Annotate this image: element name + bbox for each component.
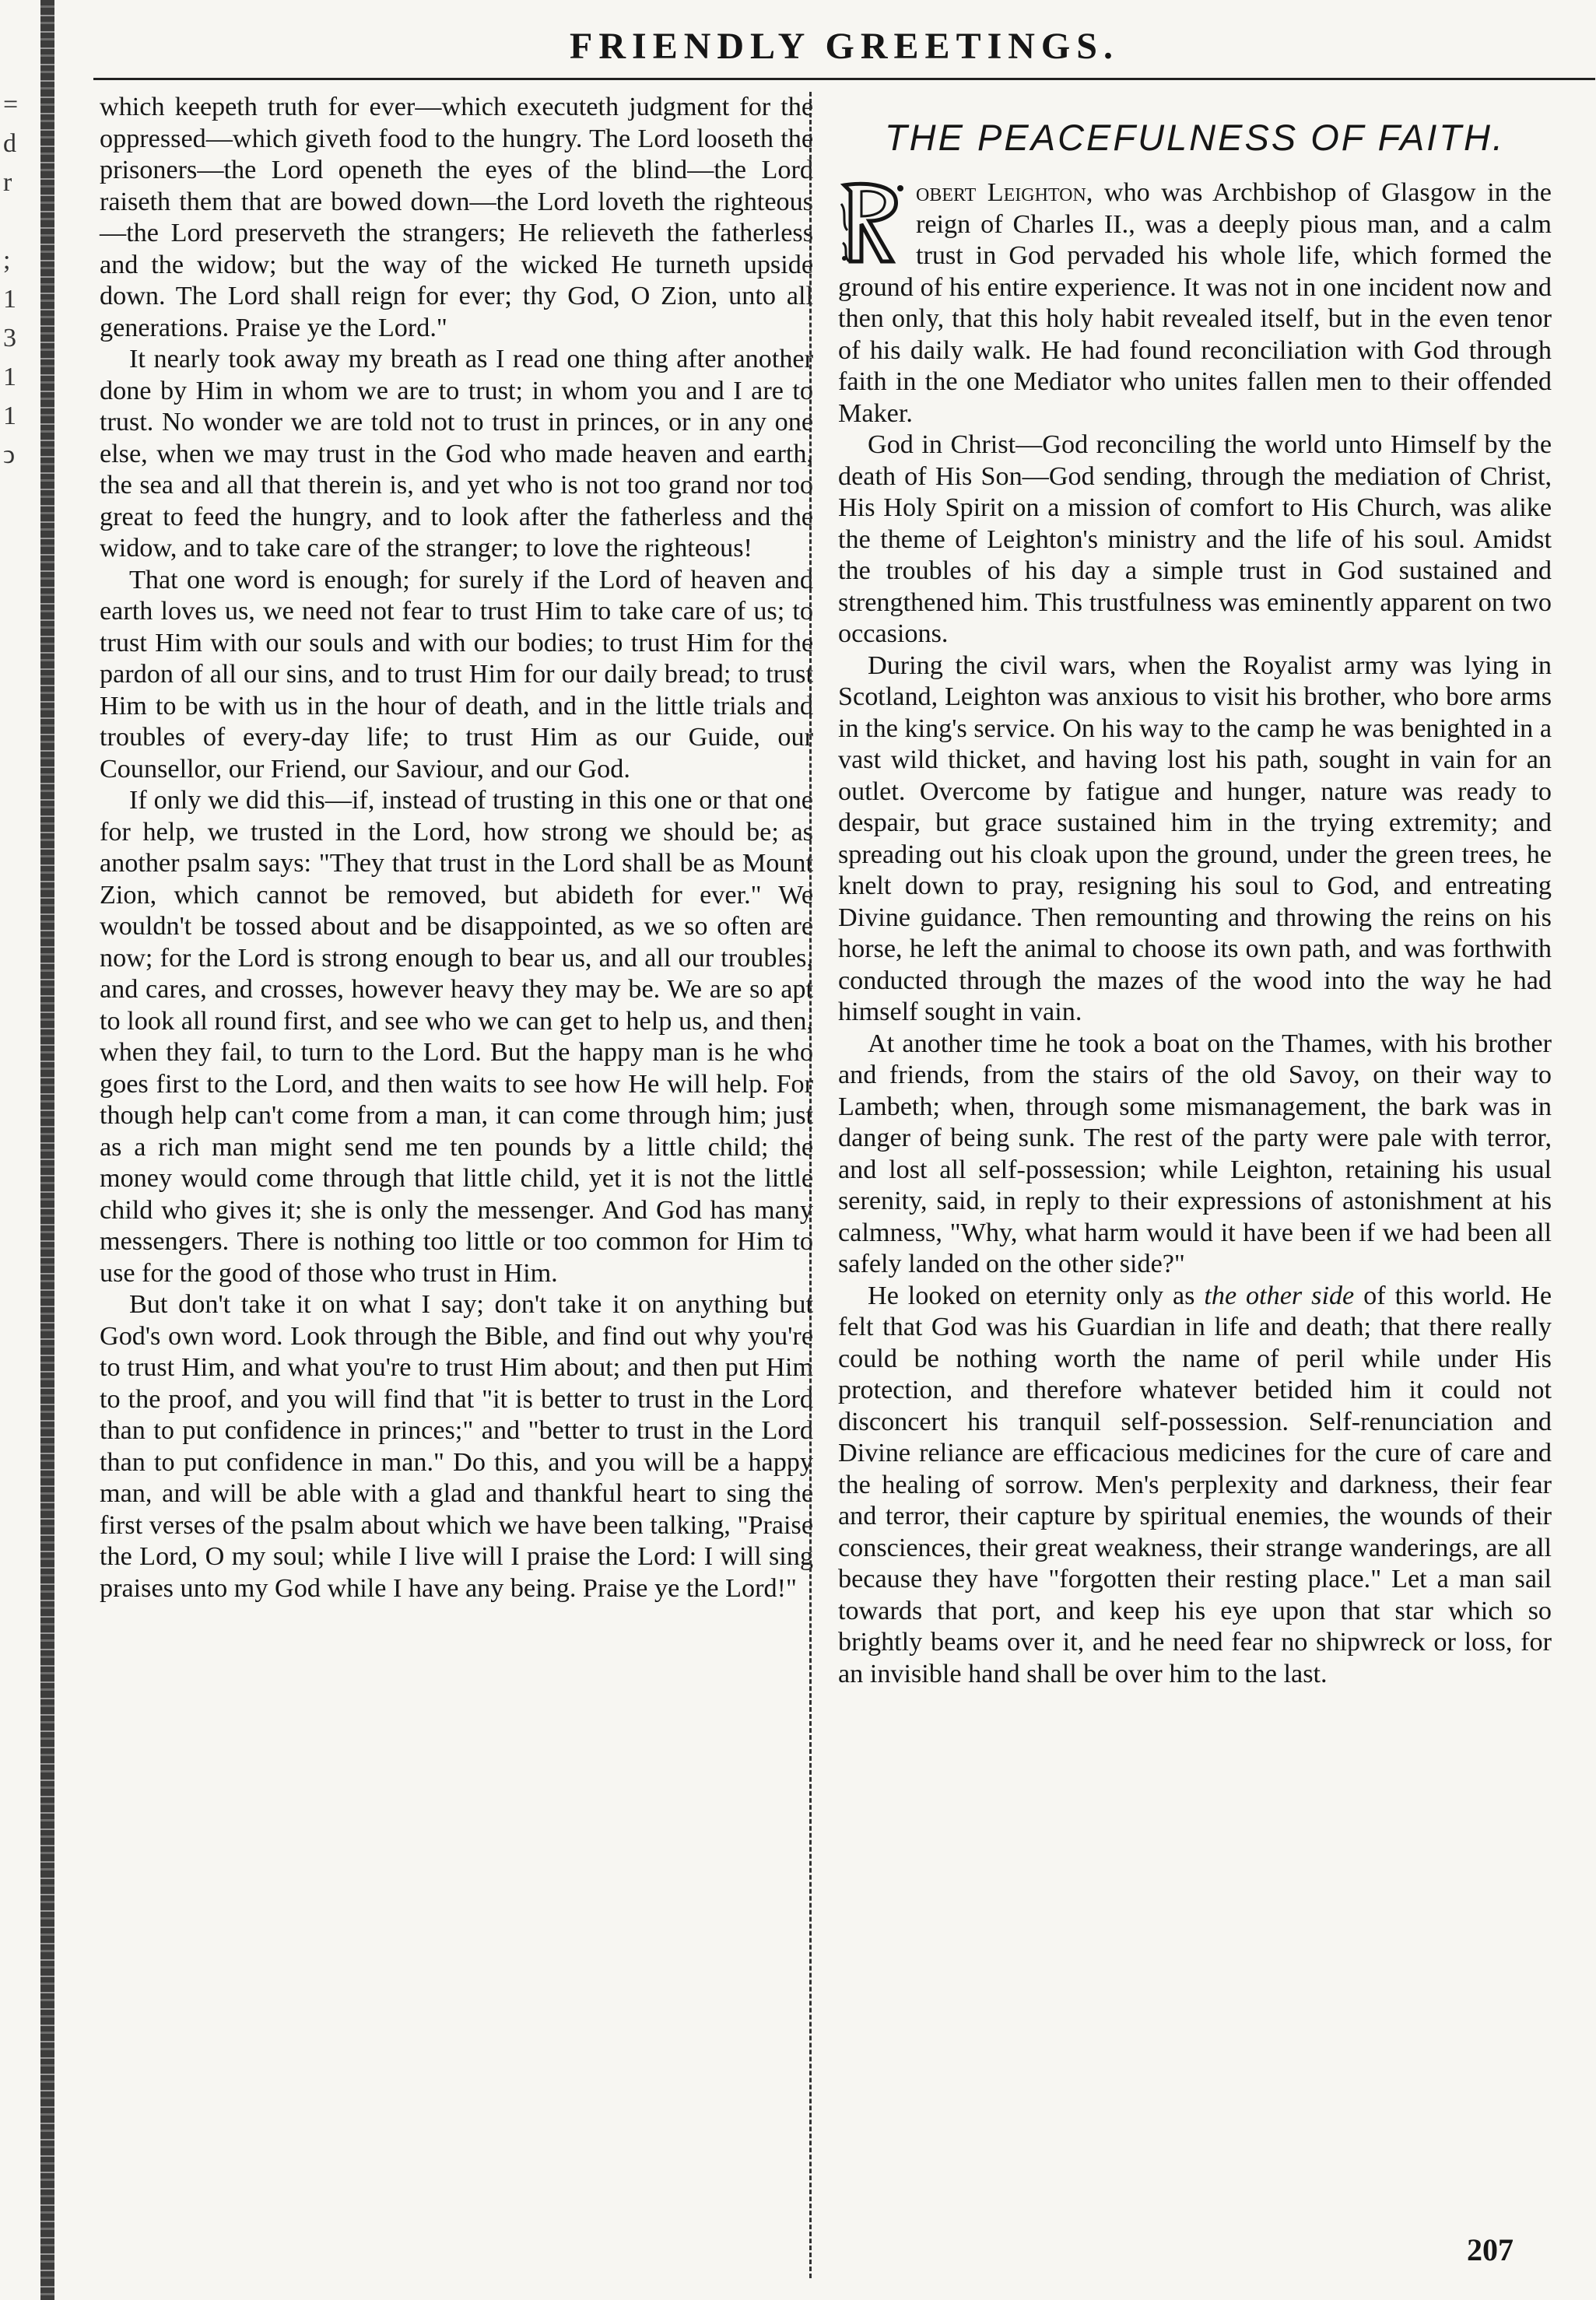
margin-char: r [3,168,12,197]
margin-char: = [3,90,19,119]
margin-fragments [3,86,26,475]
right-column [838,92,1552,1690]
article-title: THE PEACEFULNESS OF FAITH. [884,117,1506,158]
paragraph: It nearly took away my breath as I read one thing after another done by Him in whom we are to trust; in whom you and I are to trust. No wonder we are told not to trust in princes, or in any one else, when we may trust in the God who made heaven and earth, the sea and all that therein is, and yet who is not too grand nor too great to feed the hungry, and to look after the fatherless and the widow, and to take care of the stranger; to love the righteous! [100,345,813,563]
margin-char: d [3,129,16,158]
margin-char: 1 [3,285,16,314]
lead-paragraph [838,177,1552,429]
emphasis: the other side [1204,1281,1355,1310]
margin-char: 1 [3,363,16,391]
margin-char: ; [3,246,11,275]
paragraph: If only we did this—if, instead of trusting in this one or that one for help, we trusted in the Lord, how strong we should be; as another psalm says: "They that trust in the Lord shall be as Mount Zion, which cannot be removed, but abideth for ever." We wouldn't be tossed about and be disappointed, as we so often are now; for the Lord is strong enough to bear us, and all our troubles, and cares, and crosses, however heavy they may be. We are so apt to look all round first, and see who we can get to help us, and then, when they fail, to turn to the Lord. But the happy man is he who goes first to the Lord, and then waits to see how He will help. For though help can't come from a man, it can come through him; just as a rich man might send me ten pounds by a little child; the money would come through that little child, yet it is not the little child who gives it; she is only the messenger. And God has many messengers. There is nothing too little or too common for Him to use for the good of those who trust in Him. [100,786,813,1288]
paragraph: God in Christ—God reconciling the world unto Himself by the death of His Son—God sending, through the mediation of Christ, His Holy Spirit on a mission of comfort to His Church, was alike the theme of Leighton's ministry and the life of his soul. Amidst the troubles of his day a simple trust in God sustained and strengthened him. This trustfulness was eminently apparent on two occasions. [838,430,1552,648]
paragraph: At another time he took a boat on the Thames, with his brother and friends, from the stairs of the old Savoy, on their way to Lambeth; when, through some mismanagement, the bark was in danger of being sunk. The rest of the party were pale with terror, and lost all self-possession; while Leighton, retaining his usual serenity, said, in reply to their expressions of astonishment at his calmness, "Why, what harm would it have been if we had been all safely landed on the other side?" [838,1029,1552,1278]
page-binding-edge [40,0,54,2300]
paragraph-final [838,1281,1552,1691]
ornamental-initial-r [838,181,907,268]
paragraph: But don't take it on what I say; don't take it on anything but God's own word. Look through the Bible, and find out why you're to trust Him, and what you're to trust Him about; and then put Him to the proof, and you will find that "it is better to trust in the Lord than to put confidence in princes;" and "better to trust in the Lord than to put confidence in man." Do this, and you will be a happy man, and will be able with a glad and thankful heart to sing the first verses of the psalm about which we have been talking, "Praise the Lord, O my soul; while I live will I praise the Lord: I will sing praises unto my God while I have any being. Praise ye the Lord!" [100,1290,813,1603]
paragraph: which keepeth truth for ever—which executeth judgment for the oppressed—which giveth food to the hungry. The Lord looseth the prisoners—the Lord openeth the eyes of the blind—the Lord raiseth them that are bowed down—the Lord loveth the righteous —the Lord preserveth the strangers; He relieveth the fatherless and the widow; but the way of the wicked He turneth upside down. The Lord shall reign for ever; thy God, O Zion, unto all generations. Praise ye the Lord." [100,93,813,342]
running-header [93,16,1595,80]
text-run: He looked on eternity only as [868,1281,1205,1310]
paragraph: During the civil wars, when the Royalist army was lying in Scotland, Leighton was anxious to visit his brother, who bore arms in the king's service. On his way to the camp he was benighted in a vast wild thicket, and having lost his path, sought in vain for an outlet. Overcome by fatigue and hunger, nature was ready to despair, but grace sustained him in the trying extremity; and spreading out his cloak upon the ground, under the green trees, he knelt down to pray, resigning his soul to God, and entreating Divine guidance. Then remounting and throwing the reins on his horse, he left the animal to choose its own path, and was forthwith conducted through the mazes of the wood into the way he had himself sought in vain. [838,650,1552,1026]
left-column [100,92,813,1604]
margin-char: 1 [3,401,16,430]
page-title: FRIENDLY GREETINGS. [570,26,1119,67]
column-divider [809,92,812,2278]
lead-name: obert Leighton, [916,178,1093,207]
margin-char: 3 [3,324,16,352]
margin-char [3,202,26,241]
text-run: of this world. He felt that God was his Guardian in life and death; that there really could be nothing worth the name of peril while under His protection, and therefore whatever betided him it could not disconcert his tranquil self-possession. Self-renunciation and Divine reliance are efficacious medicines for the cure of care and the healing of sorrow. Men's perplexity and darkness, their fear and terror, their capture by spiritual enemies, the wounds of their consciences, their great weakness, their strange wanderings, are all because they have "forgotten their resting place." Let a man sail towards that port, and keep his eye upon that star which so brightly beams over it, and he need fear no shipwreck or loss, for an invisible hand shall be over him to the last. [838,1281,1552,1688]
paragraph: That one word is enough; for surely if the Lord of heaven and earth loves us, we need not fear to trust Him to take care of us; to trust Him with our souls and with our bodies; to trust Him for the pardon of all our sins, and to trust Him for our daily bread; to trust Him to be with us in the hour of death, and in the little trials and troubles of every-day life; to trust Him as our Guide, our Counsellor, our Friend, our Saviour, and our God. [100,565,813,784]
margin-char: ↄ [3,440,16,469]
lead-text: who was Archbishop of Glasgow in the reign of Charles II., was a deeply pious man, and a calm trust in God pervaded his whole life, which formed the ground of his entire experience. It was not in one incident now and then only, that this holy habit revealed itself, but in the even tenor of his daily walk. He had found reconciliation with God through faith in the one Mediator who unites fallen men to their offended Maker. [838,178,1552,428]
page-number: 207 [1467,2232,1514,2267]
